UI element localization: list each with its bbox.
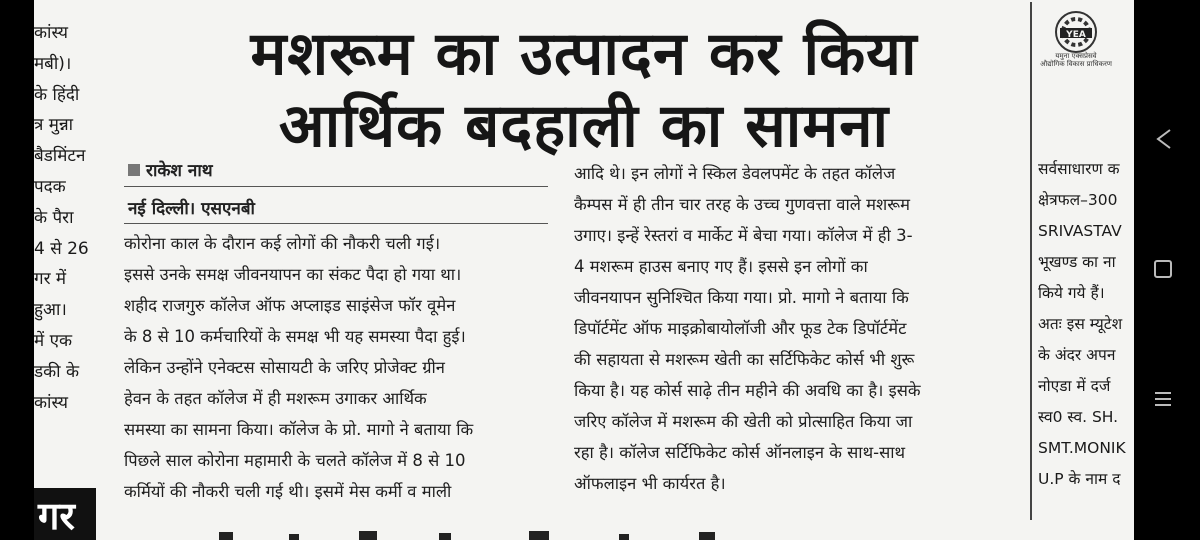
right-ad-text bbox=[1038, 154, 1134, 495]
article-line: ऑफलाइन भी कार्यरत है। bbox=[574, 474, 726, 493]
logo-subtext: औद्योगिक विकास प्राधिकरण bbox=[1040, 60, 1112, 68]
article-column-2 bbox=[574, 158, 996, 499]
divider bbox=[124, 186, 548, 187]
dateline: नई दिल्ली। एसएनबी bbox=[128, 199, 255, 219]
left-column-line: मबी)। bbox=[34, 53, 72, 74]
ad-line: के अंदर अपन bbox=[1038, 346, 1116, 364]
ad-line: नोएडा में दर्ज bbox=[1038, 377, 1111, 395]
article-line: आदि थे। इन लोगों ने स्किल डेवलपमेंट के तहत कॉलेज bbox=[574, 164, 896, 183]
article-column-1 bbox=[124, 228, 548, 507]
article-line: शहीद राजगुरु कॉलेज ऑफ अप्लाइड साइंसेज फॉर वूमेन bbox=[124, 296, 456, 315]
logo-text: यमुना एक्सप्रेसवे bbox=[1055, 52, 1097, 60]
byline-author: राकेश नाथ bbox=[146, 161, 213, 181]
article-line: के 8 से 10 कर्मचारियों के समक्ष भी यह समस्या पैदा हुई। bbox=[124, 327, 466, 346]
left-column-line: कांस्य bbox=[34, 392, 68, 413]
headline-line-1: मशरूम का उत्पादन कर किया bbox=[250, 19, 918, 89]
ad-line: स्व0 स्व. SH. bbox=[1038, 408, 1119, 426]
article-line: लेकिन उन्होंने एनेक्टस सोसायटी के जरिए प्रोजेक्ट ग्रीन bbox=[124, 358, 445, 377]
svg-text:YEA: YEA bbox=[1066, 30, 1086, 40]
article-line: उगाए। इन्हें रेस्तरां व मार्केट में बेचा गया। कॉलेज में ही 3- bbox=[574, 226, 913, 245]
ad-line: U.P के नाम द bbox=[1038, 470, 1121, 488]
ad-line: SRIVASTAV bbox=[1038, 222, 1122, 240]
byline-square-icon bbox=[128, 164, 140, 176]
ad-line: SMT.MONIK bbox=[1038, 439, 1126, 457]
article-line: समस्या का सामना किया। कॉलेज के प्रो. मागो ने बताया कि bbox=[124, 420, 474, 439]
left-bottom-heading: गर bbox=[34, 488, 96, 540]
left-column-line: बैडमिंटन bbox=[34, 146, 86, 167]
newspaper-clipping bbox=[34, 0, 1134, 540]
article-line: कैम्पस में ही तीन चार तरह के उच्च गुणवत्ता वाले मशरूम bbox=[574, 195, 910, 214]
left-column-line: गर में bbox=[34, 269, 67, 290]
divider bbox=[124, 223, 548, 224]
article-line: कर्मियों की नौकरी चली गई थी। इसमें मेस कर्मी व माली bbox=[124, 482, 452, 501]
article-line: जरिए कॉलेज में मशरूम की खेती को प्रोत्साहित किया जा bbox=[574, 412, 913, 431]
left-column-line: कांस्य bbox=[34, 23, 68, 43]
ad-line: भूखण्ड का ना bbox=[1038, 253, 1116, 271]
left-column-line: के पैरा bbox=[34, 207, 74, 228]
article-line: पिछले साल कोरोना महामारी के चलते कॉलेज में 8 से 10 bbox=[124, 451, 466, 470]
article-line: किया है। यह कोर्स साढ़े तीन महीने की अवधि का है। इसके bbox=[574, 381, 921, 400]
ad-line: किये गये हैं। bbox=[1038, 284, 1105, 302]
article-line: जीवनयापन सुनिश्चित किया गया। प्रो. मागो ने बताया कि bbox=[574, 288, 909, 307]
ad-line: सर्वसाधारण क bbox=[1038, 160, 1120, 178]
article-line: की सहायता से मशरूम खेती का सर्टिफिकेट कोर्स भी शुरू bbox=[574, 350, 915, 369]
left-column-line: 4 से 26 bbox=[34, 238, 89, 259]
article-line: डिपॉर्टमेंट ऑफ माइक्रोबायोलॉजी और फूड टेक डिपॉर्टमेंट bbox=[574, 319, 907, 338]
back-icon[interactable] bbox=[1154, 128, 1174, 150]
article-line: कोरोना काल के दौरान कई लोगों की नौकरी चली गई। bbox=[124, 234, 441, 253]
home-icon[interactable] bbox=[1154, 260, 1172, 278]
authority-logo bbox=[1038, 8, 1114, 68]
left-column-line: के हिंदी bbox=[34, 84, 80, 105]
left-column-line: डकी के bbox=[34, 361, 80, 382]
article-line: हेवन के तहत कॉलेज में ही मशरूम उगाकर आर्थिक bbox=[124, 389, 427, 408]
headline-line-2: आर्थिक बदहाली का सामना bbox=[278, 91, 890, 161]
left-column-line: में एक bbox=[34, 330, 73, 351]
ad-line: क्षेत्रफल–300 bbox=[1038, 191, 1118, 209]
recent-apps-icon[interactable] bbox=[1154, 390, 1172, 408]
left-neighbor-column bbox=[34, 18, 94, 418]
ad-line: अतः इस म्यूटेश bbox=[1038, 315, 1123, 333]
article-line: 4 मशरूम हाउस बनाए गए हैं। इससे इन लोगों का bbox=[574, 257, 868, 276]
article-line: रहा है। कॉलेज सर्टिफिकेट कोर्स ऑनलाइन के साथ-साथ bbox=[574, 443, 906, 462]
byline bbox=[128, 158, 213, 181]
next-headline-fragment bbox=[199, 528, 899, 540]
left-column-line: पदक bbox=[34, 176, 66, 197]
left-column-line: हुआ। bbox=[34, 300, 67, 321]
article-line: इससे उनके समक्ष जीवनयापन का संकट पैदा हो गया था। bbox=[124, 265, 462, 284]
left-column-line: त्र मुन्ना bbox=[34, 115, 74, 136]
